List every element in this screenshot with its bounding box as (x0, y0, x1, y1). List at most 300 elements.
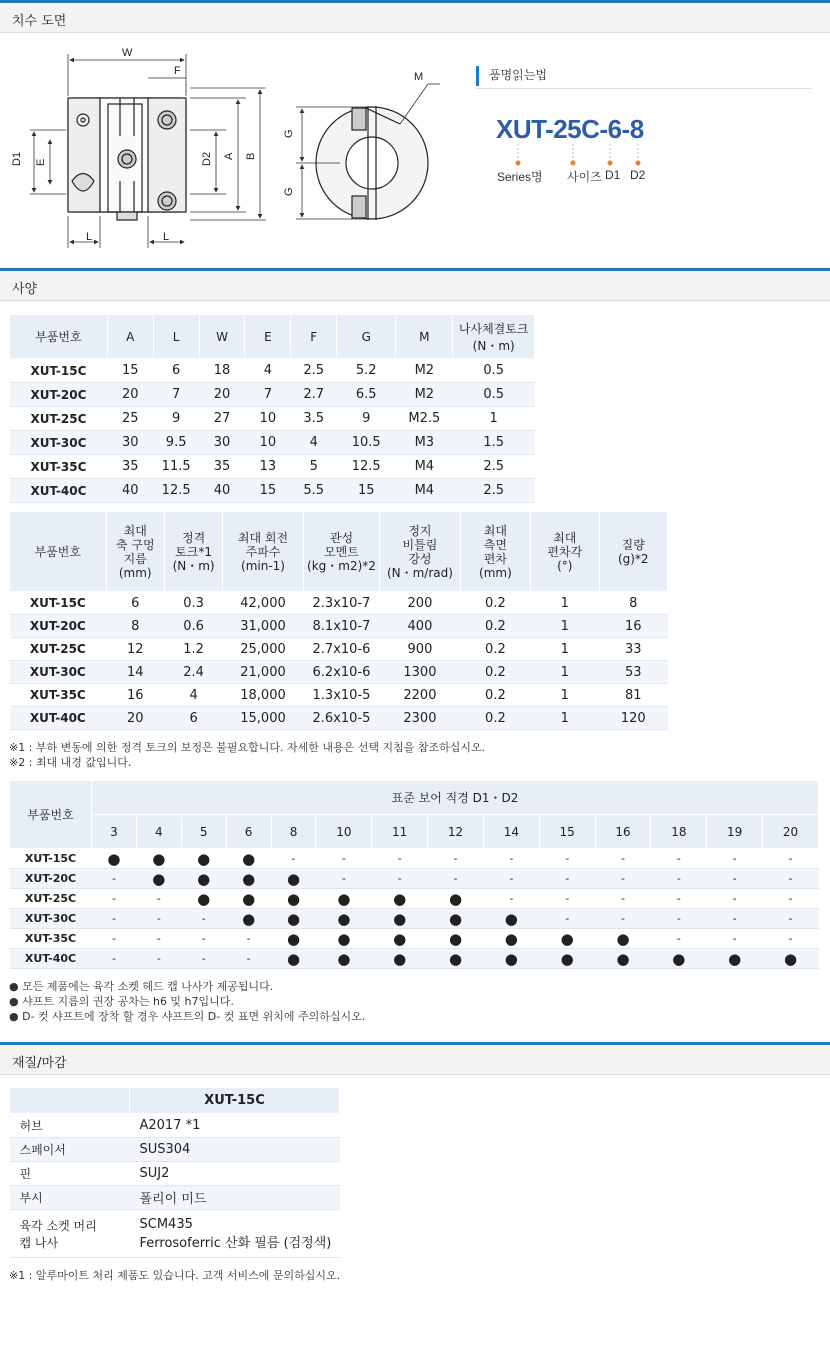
table-cell: 1.3x10-5 (303, 684, 379, 707)
bore-availability-cell: ● (226, 889, 271, 909)
table-cell: 0.2 (460, 615, 530, 638)
bore-availability-cell: - (136, 949, 181, 969)
part-number-cell: XUT-35C (10, 929, 92, 949)
table-row (10, 661, 668, 684)
table-cell: 13 (245, 455, 291, 479)
label-g-bottom: G (283, 187, 295, 196)
table-cell: 6 (164, 707, 222, 730)
section-title: 사양 (12, 282, 38, 297)
table-cell: 18 (199, 359, 245, 383)
table-cell: 6.2x10-6 (303, 661, 379, 684)
bore-availability-cell: ● (483, 949, 539, 969)
table-cell: 31,000 (223, 615, 303, 638)
bore-availability-cell: - (372, 849, 428, 869)
bore-availability-cell: ● (271, 869, 316, 889)
bore-availability-cell: ● (316, 929, 372, 949)
table-cell: 5.5 (291, 479, 337, 503)
bore-table (9, 780, 819, 969)
table-cell: 25 (107, 407, 153, 431)
table-cell: 8 (599, 592, 667, 615)
bore-availability-cell: ● (271, 949, 316, 969)
table-cell: 10.5 (337, 431, 396, 455)
table-cell: 2.6x10-5 (303, 707, 379, 730)
part-number-cell: XUT-25C (10, 889, 92, 909)
label-m: M (414, 71, 424, 83)
table-cell: 7 (153, 383, 199, 407)
part-number-cell: XUT-40C (10, 707, 107, 730)
bore-availability-cell: - (539, 869, 595, 889)
material-value: SUJ2 (130, 1162, 340, 1186)
table-cell: 2.4 (164, 661, 222, 684)
bore-availability-cell: - (181, 949, 226, 969)
col-header: M (396, 315, 453, 359)
label-b: B (245, 152, 257, 160)
bore-availability-cell: - (372, 869, 428, 889)
table-cell: 8 (106, 615, 164, 638)
bore-availability-cell: ● (483, 929, 539, 949)
bore-availability-cell: ● (372, 949, 428, 969)
bore-availability-cell: ● (483, 909, 539, 929)
table-cell: 8.1x10-7 (303, 615, 379, 638)
section-title: 치수 도면 (12, 14, 67, 29)
table-cell: M2 (396, 359, 453, 383)
side-view (68, 98, 186, 220)
bore-size-header: 18 (651, 815, 707, 849)
bore-availability-cell: ● (651, 949, 707, 969)
material-row (10, 1186, 340, 1210)
bore-availability-cell: ● (271, 929, 316, 949)
bore-availability-cell: - (651, 869, 707, 889)
bore-availability-cell: ● (316, 949, 372, 969)
bore-availability-cell: - (539, 849, 595, 869)
section-title: 재질/마감 (12, 1056, 67, 1071)
table-row (10, 909, 819, 929)
part-number-cell: XUT-30C (10, 661, 107, 684)
bore-availability-cell: ● (181, 849, 226, 869)
bore-availability-cell: - (707, 849, 763, 869)
col-header: 최대 측면 편차 (mm) (460, 512, 530, 592)
bore-availability-cell: ● (226, 909, 271, 929)
label-f: F (174, 65, 181, 77)
table-cell: 9.5 (153, 431, 199, 455)
part-number-cell: XUT-25C (10, 638, 107, 661)
bore-availability-cell: - (271, 849, 316, 869)
marker-dot (571, 161, 576, 166)
table-cell: 2.5 (453, 479, 535, 503)
table-cell: 20 (199, 383, 245, 407)
table-cell: 9 (337, 407, 396, 431)
table-cell: 15,000 (223, 707, 303, 730)
bore-availability-cell: ● (226, 849, 271, 869)
table-cell: 16 (599, 615, 667, 638)
material-label: 허브 (10, 1114, 130, 1138)
bore-availability-cell: ● (595, 949, 651, 969)
bore-availability-cell: - (763, 849, 819, 869)
table-row (10, 869, 819, 889)
table-row (10, 929, 819, 949)
table-cell: 21,000 (223, 661, 303, 684)
notes-bore (9, 979, 365, 1024)
table-cell: M3 (396, 431, 453, 455)
table-cell: 0.3 (164, 592, 222, 615)
table-row (10, 383, 535, 407)
table-cell: 14 (106, 661, 164, 684)
table-row (10, 615, 668, 638)
col-header: 정격 토크*1 (N・m) (164, 512, 222, 592)
col-header: 최대 회전 주파수 (min-1) (223, 512, 303, 592)
table-cell: M4 (396, 455, 453, 479)
label-w: W (122, 47, 133, 59)
part-number-cell: XUT-25C (10, 407, 108, 431)
table-cell: 0.2 (460, 592, 530, 615)
notes-material (9, 1268, 340, 1283)
col-header: 관성 모멘트 (kg・m2)*2 (303, 512, 379, 592)
table-cell: 35 (107, 455, 153, 479)
table-cell: 4 (164, 684, 222, 707)
label-d2: D2 (201, 151, 213, 166)
table-cell: 3.5 (291, 407, 337, 431)
table-cell: 30 (107, 431, 153, 455)
part-number-cell: XUT-40C (10, 949, 92, 969)
legend-d2: D2 (630, 168, 646, 182)
col-header: 최대 편차각 (°) (531, 512, 599, 592)
table-cell: 33 (599, 638, 667, 661)
table-cell: M2.5 (396, 407, 453, 431)
table-cell: 1 (453, 407, 535, 431)
bore-availability-cell: - (763, 889, 819, 909)
table-cell: 1 (531, 684, 599, 707)
table-cell: 40 (199, 479, 245, 503)
spec-table-performance (9, 511, 668, 730)
table-cell: 1 (531, 638, 599, 661)
label-d1: D1 (11, 151, 23, 166)
material-label: 육각 소켓 머리 캡 나사 (10, 1210, 130, 1258)
bore-availability-cell: - (539, 889, 595, 909)
bore-availability-cell: ● (372, 909, 428, 929)
bore-availability-cell: - (651, 929, 707, 949)
table-cell: 1 (531, 661, 599, 684)
bore-availability-cell: ● (92, 849, 137, 869)
table-cell: 2.5 (453, 455, 535, 479)
bore-availability-cell: - (483, 849, 539, 869)
bore-size-header: 4 (136, 815, 181, 849)
spec-table-dimensions (9, 314, 535, 503)
bore-availability-cell: - (595, 869, 651, 889)
bore-availability-cell: - (316, 849, 372, 869)
material-row (10, 1210, 340, 1258)
bore-size-header: 14 (483, 815, 539, 849)
table-cell: 25,000 (223, 638, 303, 661)
material-value: SCM435 Ferrosoferric 산화 필름 (검정색) (130, 1210, 340, 1258)
bore-size-header: 3 (92, 815, 137, 849)
bore-availability-cell: ● (226, 869, 271, 889)
col-header: 부품번호 (10, 315, 108, 359)
bore-availability-cell: ● (372, 889, 428, 909)
legend-series: Series명 (497, 170, 543, 184)
col-header: A (107, 315, 153, 359)
material-value: A2017 *1 (130, 1114, 340, 1138)
bore-availability-cell: - (181, 909, 226, 929)
table-row (10, 849, 819, 869)
bore-part-header: 부품번호 (10, 781, 92, 849)
part-number-cell: XUT-30C (10, 431, 108, 455)
table-cell: 1 (531, 707, 599, 730)
part-number-cell: XUT-20C (10, 615, 107, 638)
table-cell: 20 (106, 707, 164, 730)
bore-size-header: 20 (763, 815, 819, 849)
note-bore-1: ● 모든 제품에는 육각 소켓 헤드 캡 나사가 제공됩니다. (9, 980, 274, 993)
table-row (10, 479, 535, 503)
bore-availability-cell: ● (316, 909, 372, 929)
table-cell: 400 (380, 615, 460, 638)
section-header-dimensions (0, 0, 830, 33)
material-value: 폴리이 미드 (130, 1186, 340, 1210)
table-cell: 0.2 (460, 638, 530, 661)
table-cell: 15 (337, 479, 396, 503)
bore-availability-cell: - (539, 909, 595, 929)
bore-availability-cell: - (707, 889, 763, 909)
table-cell: 2.7x10-6 (303, 638, 379, 661)
table-cell: 27 (199, 407, 245, 431)
bore-availability-cell: ● (707, 949, 763, 969)
table-cell: M2 (396, 383, 453, 407)
table-row (10, 684, 668, 707)
bore-availability-cell: - (181, 929, 226, 949)
divider (476, 88, 812, 89)
bore-availability-cell: - (763, 909, 819, 929)
part-number-cell: XUT-35C (10, 684, 107, 707)
table-cell: 2300 (380, 707, 460, 730)
table-cell: 20 (107, 383, 153, 407)
table-row (10, 638, 668, 661)
bore-availability-cell: ● (428, 949, 484, 969)
table-cell: 5 (291, 455, 337, 479)
col-header: 나사체결토크 (N・m) (453, 315, 535, 359)
col-header: E (245, 315, 291, 359)
table-cell: 6 (153, 359, 199, 383)
bore-size-header: 12 (428, 815, 484, 849)
material-value: SUS304 (130, 1138, 340, 1162)
col-header: 질량 (g)*2 (599, 512, 667, 592)
bore-availability-cell: - (428, 869, 484, 889)
bore-availability-cell: - (707, 929, 763, 949)
bore-size-header: 11 (372, 815, 428, 849)
bore-availability-cell: - (92, 889, 137, 909)
table-row (10, 889, 819, 909)
part-reading-title: 품명읽는법 (476, 66, 812, 86)
col-header: W (199, 315, 245, 359)
col-header: G (337, 315, 396, 359)
table-cell: 5.2 (337, 359, 396, 383)
bore-availability-cell: - (707, 869, 763, 889)
section-header-material (0, 1042, 830, 1075)
table-cell: 30 (199, 431, 245, 455)
material-label: 스페이서 (10, 1138, 130, 1162)
bore-availability-cell: - (92, 909, 137, 929)
table-row (10, 359, 535, 383)
part-number-cell: XUT-20C (10, 383, 108, 407)
table-cell: 12 (106, 638, 164, 661)
table-cell: 4 (245, 359, 291, 383)
table-row (10, 592, 668, 615)
table-cell: 15 (245, 479, 291, 503)
table-cell: 35 (199, 455, 245, 479)
material-row (10, 1114, 340, 1138)
table-row (10, 949, 819, 969)
bore-size-header: 16 (595, 815, 651, 849)
table-cell: 12.5 (337, 455, 396, 479)
col-header: L (153, 315, 199, 359)
col-header: 부품번호 (10, 512, 107, 592)
note-material-1: ※1 : 알루마이트 처리 제품도 있습니다. 고객 서비스에 문의하십시오. (9, 1269, 341, 1282)
table-cell: 10 (245, 431, 291, 455)
material-table (9, 1087, 340, 1258)
table-cell: 12.5 (153, 479, 199, 503)
bore-size-header: 19 (707, 815, 763, 849)
table-cell: 2200 (380, 684, 460, 707)
bore-availability-cell: - (428, 849, 484, 869)
table-cell: 1 (531, 615, 599, 638)
table-cell: 0.2 (460, 684, 530, 707)
bore-availability-cell: ● (136, 849, 181, 869)
bore-size-header: 6 (226, 815, 271, 849)
table-cell: 10 (245, 407, 291, 431)
table-cell: 120 (599, 707, 667, 730)
bore-availability-cell: ● (595, 929, 651, 949)
bore-availability-cell: - (226, 949, 271, 969)
bore-availability-cell: ● (271, 889, 316, 909)
label-g-top: G (283, 129, 295, 138)
bore-availability-cell: ● (428, 889, 484, 909)
col-header: F (291, 315, 337, 359)
table-cell: 40 (107, 479, 153, 503)
table-cell: 0.5 (453, 359, 535, 383)
bore-availability-cell: - (92, 869, 137, 889)
label-l-left: L (86, 231, 93, 243)
table-cell: 53 (599, 661, 667, 684)
bore-availability-cell: ● (372, 929, 428, 949)
note-bore-3: ● D- 컷 샤프트에 장착 할 경우 샤프트의 D- 컷 표면 위치에 주의하십시오. (9, 1010, 366, 1023)
table-cell: 7 (245, 383, 291, 407)
table-cell: 0.2 (460, 661, 530, 684)
marker-dot (516, 161, 521, 166)
table-row (10, 707, 668, 730)
bore-availability-cell: - (763, 929, 819, 949)
bore-availability-cell: - (763, 869, 819, 889)
bore-availability-cell: ● (539, 929, 595, 949)
table-cell: 6.5 (337, 383, 396, 407)
section-header-specs (0, 268, 830, 301)
table-cell: 900 (380, 638, 460, 661)
table-cell: 0.6 (164, 615, 222, 638)
part-number-cell: XUT-40C (10, 479, 108, 503)
bore-size-header: 8 (271, 815, 316, 849)
label-e: E (35, 158, 47, 166)
table-cell: 1.5 (453, 431, 535, 455)
marker-dot (608, 161, 613, 166)
dimension-drawing (0, 36, 460, 266)
table-cell: 42,000 (223, 592, 303, 615)
material-label: 부시 (10, 1186, 130, 1210)
part-code: XUT-25C-6-8 (496, 114, 644, 144)
note-bore-2: ● 샤프트 지름의 권장 공차는 h6 및 h7입니다. (9, 995, 234, 1008)
legend-d1: D1 (605, 168, 621, 182)
col-header: 최대 축 구멍 지름 (mm) (106, 512, 164, 592)
bore-availability-cell: ● (271, 909, 316, 929)
table-cell: 2.3x10-7 (303, 592, 379, 615)
note-1: ※1 : 부하 변동에 의한 정격 토크의 보정은 불필요합니다. 자세한 내용은 선택 지침을 참조하십시오. (9, 741, 486, 754)
table-cell: 16 (106, 684, 164, 707)
bore-availability-cell: - (92, 929, 137, 949)
bore-availability-cell: - (651, 889, 707, 909)
bore-availability-cell: ● (136, 869, 181, 889)
part-code-markers (490, 142, 670, 166)
table-cell: 0.5 (453, 383, 535, 407)
bore-availability-cell: - (136, 889, 181, 909)
table-cell: 200 (380, 592, 460, 615)
col-header: 정지 비틀림 강성 (N・m/rad) (380, 512, 460, 592)
table-cell: 1 (531, 592, 599, 615)
table-cell: 81 (599, 684, 667, 707)
part-number-cell: XUT-15C (10, 359, 108, 383)
table-cell: 9 (153, 407, 199, 431)
table-row (10, 407, 535, 431)
marker-dot (636, 161, 641, 166)
table-cell: 4 (291, 431, 337, 455)
bore-availability-cell: ● (763, 949, 819, 969)
table-cell: 1300 (380, 661, 460, 684)
bore-availability-cell: - (707, 909, 763, 929)
bore-availability-cell: ● (181, 869, 226, 889)
bore-size-header: 10 (316, 815, 372, 849)
material-row (10, 1138, 340, 1162)
bore-availability-cell: ● (181, 889, 226, 909)
bore-availability-cell: - (92, 949, 137, 969)
table-cell: 1.2 (164, 638, 222, 661)
label-l-right: L (163, 231, 170, 243)
part-number-cell: XUT-15C (10, 849, 92, 869)
table-row (10, 455, 535, 479)
bore-size-header: 15 (539, 815, 595, 849)
bore-availability-cell: ● (428, 929, 484, 949)
material-row (10, 1162, 340, 1186)
table-cell: 15 (107, 359, 153, 383)
bore-availability-cell: - (136, 929, 181, 949)
table-cell: 2.7 (291, 383, 337, 407)
part-number-cell: XUT-15C (10, 592, 107, 615)
bore-availability-cell: - (595, 849, 651, 869)
bore-availability-cell: - (651, 909, 707, 929)
material-label: 핀 (10, 1162, 130, 1186)
bore-availability-cell: ● (428, 909, 484, 929)
part-number-cell: XUT-30C (10, 909, 92, 929)
table-cell: 11.5 (153, 455, 199, 479)
table-cell: 6 (106, 592, 164, 615)
bore-availability-cell: - (483, 889, 539, 909)
bore-availability-cell: ● (316, 889, 372, 909)
table-cell: 18,000 (223, 684, 303, 707)
bore-group-header: 표준 보어 직경 D1・D2 (92, 781, 819, 815)
part-number-cell: XUT-20C (10, 869, 92, 889)
notes-spec (9, 740, 485, 770)
bore-availability-cell: ● (539, 949, 595, 969)
table-row (10, 431, 535, 455)
label-a: A (223, 152, 235, 160)
material-header: XUT-15C (130, 1088, 340, 1114)
bore-availability-cell: - (595, 889, 651, 909)
table-cell: 2.5 (291, 359, 337, 383)
legend-size: 사이즈 (567, 170, 602, 184)
